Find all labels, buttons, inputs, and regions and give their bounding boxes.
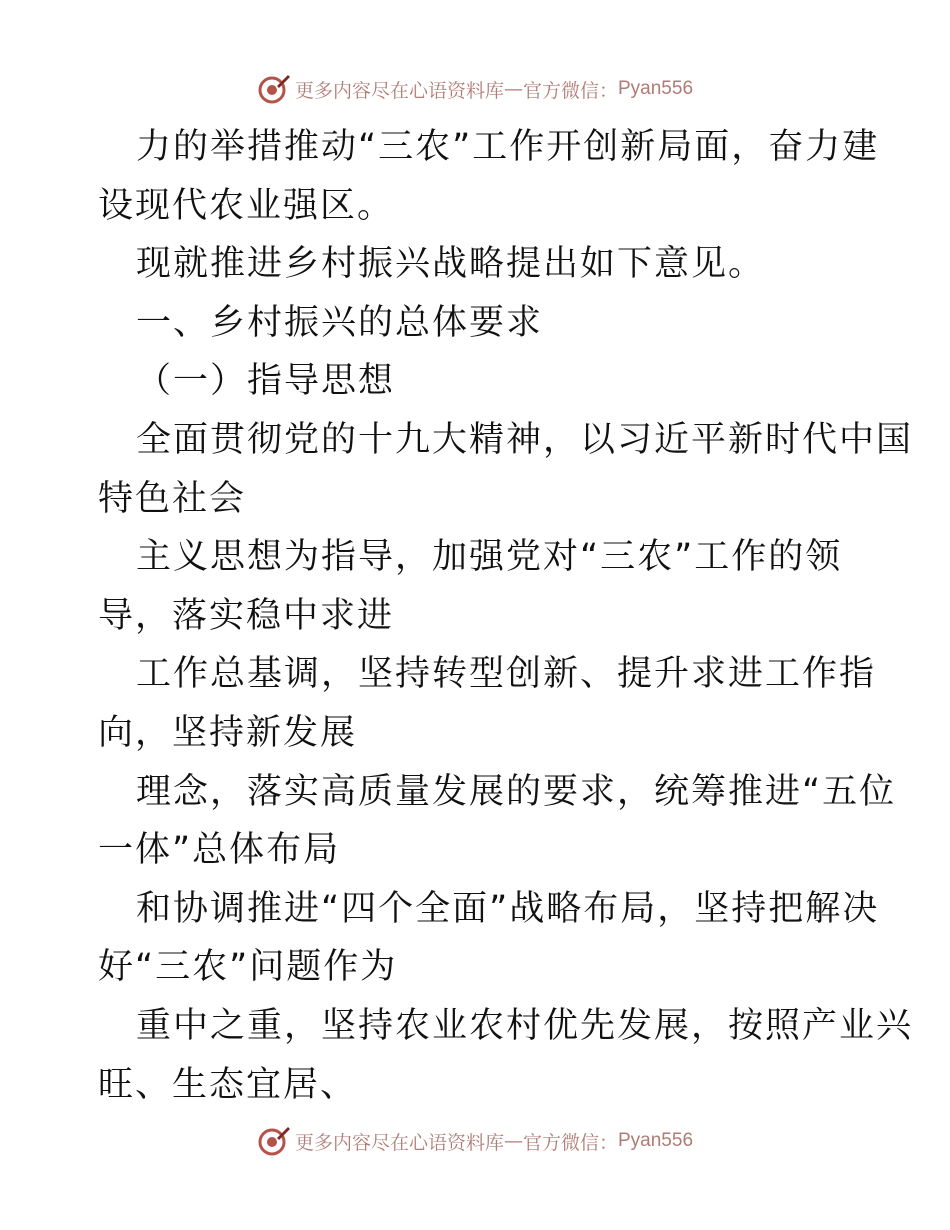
header-watermark bbox=[0, 72, 950, 106]
text-line: 重中之重，坚持农业农村优先发展，按照产业兴 bbox=[136, 1005, 914, 1046]
text-line: 和协调推进“四个全面”战略布局，坚持把解决 bbox=[136, 888, 880, 929]
footer-watermark bbox=[0, 1124, 950, 1158]
text-line: 现就推进乡村振兴战略提出如下意见。 bbox=[136, 244, 766, 285]
text-line: 向，坚持新发展 bbox=[98, 712, 358, 753]
watermark-label: 官方微信： bbox=[522, 1131, 618, 1154]
text-line: 理念，落实高质量发展的要求，统筹推进“五位 bbox=[136, 771, 897, 812]
watermark-title: 更多内容尽在心语资料库 bbox=[294, 79, 504, 102]
watermark-dash: — bbox=[503, 78, 523, 100]
section-heading: 一、乡村振兴的总体要求 bbox=[136, 302, 544, 343]
watermark-wechat-id: Pyan556 bbox=[618, 78, 694, 99]
document-body bbox=[98, 118, 914, 1114]
text-line: 旺、生态宜居、 bbox=[98, 1064, 358, 1105]
watermark-dash: — bbox=[503, 1130, 523, 1152]
watermark-label: 官方微信： bbox=[522, 79, 618, 102]
text-line: 力的举措推动“三农”工作开创新局面，奋力建 bbox=[136, 127, 880, 167]
text-line: 全面贯彻党的十九大精神，以习近平新时代中国 bbox=[136, 419, 914, 460]
watermark-wechat-id: Pyan556 bbox=[618, 1130, 694, 1151]
watermark-title: 更多内容尽在心语资料库 bbox=[294, 1131, 504, 1154]
text-line: 导，落实稳中求进 bbox=[98, 595, 395, 636]
text-line: 一体”总体布局 bbox=[98, 830, 341, 871]
brush-logo-icon bbox=[257, 72, 291, 106]
text-line: 工作总基调，坚持转型创新、提升求进工作指 bbox=[136, 654, 877, 695]
subsection-heading: （一）指导思想 bbox=[136, 361, 396, 402]
text-line: 好“三农”问题作为 bbox=[98, 947, 398, 988]
text-line: 设现代农业强区。 bbox=[98, 185, 395, 226]
brush-logo-icon bbox=[257, 1124, 291, 1158]
text-line: 特色社会 bbox=[98, 478, 247, 519]
text-line: 主义思想为指导，加强党对“三农”工作的领 bbox=[136, 537, 843, 578]
